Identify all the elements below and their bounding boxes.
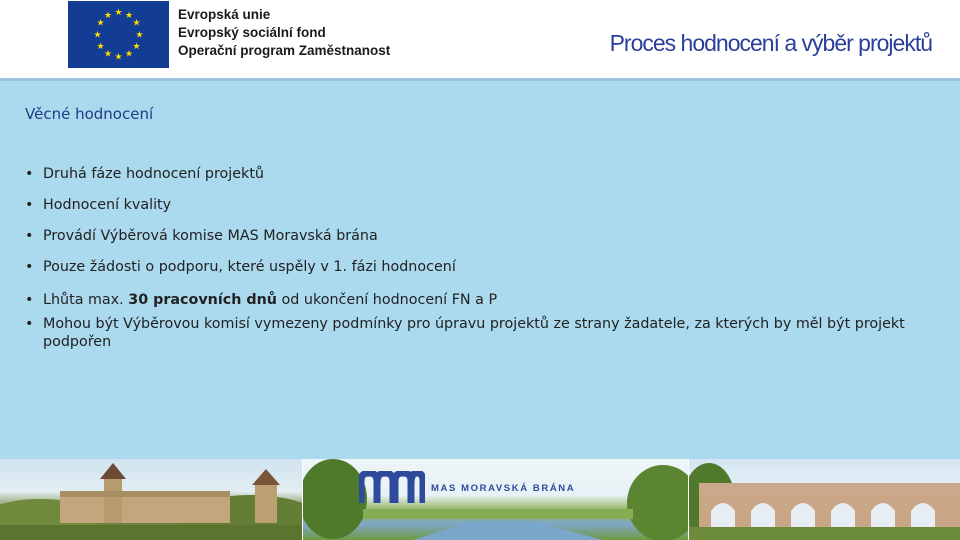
header [0,0,960,81]
svg-text:★: ★ [132,42,141,52]
svg-text:★: ★ [135,30,144,41]
bullet-item: • Mohou být Výběrovou komisí vymezeny podmínky pro úpravu projektů ze strany žadatele, za kterých by měl být projekt podpořen [25,315,940,351]
bullet-item: • Provádí Výběrová komise MAS Moravská brána [25,227,940,245]
eu-esf-logo [68,0,420,70]
svg-text:★: ★ [93,30,102,41]
mas-logo [359,471,599,505]
svg-text:★: ★ [96,42,105,52]
viaduct-photo [689,459,960,540]
eu-flag-icon [68,1,169,68]
svg-text:★: ★ [124,11,134,21]
castle-illustration [0,459,302,540]
bullet-list [25,165,940,364]
bullet-emphasis: 30 pracovních dnů [128,292,277,308]
content-panel [0,81,960,459]
svg-text:★: ★ [124,49,134,60]
bullet-item [25,291,940,309]
svg-text:★: ★ [114,52,123,63]
castle-photo [0,459,302,540]
mas-logo-text: MAS MORAVSKÁ BRÁNA [431,483,576,494]
viaduct-illustration [689,459,960,540]
mas-mark-icon [359,471,425,505]
bullet-item: • Druhá fáze hodnocení projektů [25,165,940,183]
bullet-text: od ukončení hodnocení FN a P [276,292,498,308]
eu-logo-line: Operační program Zaměstnanost [178,43,391,58]
eu-logo-line: Evropský sociální fond [178,25,326,40]
svg-text:★: ★ [132,18,141,29]
eu-logo-line: Evropská unie [178,7,271,22]
section-title: Věcné hodnocení [25,105,154,123]
svg-text:★: ★ [114,8,123,18]
bullet-text: Lhůta max. [43,292,129,308]
bullet-item: • Pouze žádosti o podporu, které uspěly v 1. fázi hodnocení [25,258,940,276]
svg-text:★: ★ [103,49,113,60]
svg-text:★: ★ [96,18,105,29]
footer-banner [0,459,960,540]
svg-text:★: ★ [103,11,113,21]
eu-logo-text [178,6,390,60]
bullet-item: • Hodnocení kvality [25,196,940,214]
landscape-photo [303,459,688,540]
slide-title: Proces hodnocení a výběr projektů [609,30,932,56]
